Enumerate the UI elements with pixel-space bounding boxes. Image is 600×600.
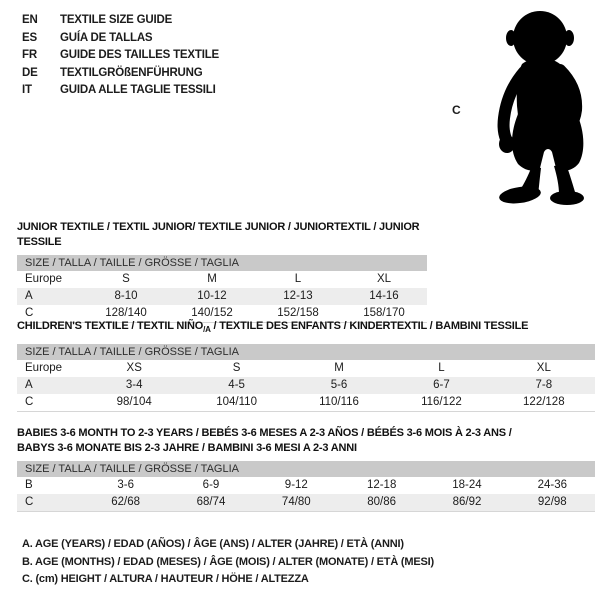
value-cell: 104/110 [216, 395, 257, 408]
table-title [17, 319, 595, 338]
value-cell: 86/92 [452, 496, 482, 508]
table-title-line: CHILDREN'S TEXTILE / TEXTIL $NIÑO_{/A}$ / TEXTILE DES ENFANTS / KINDERTEXTIL / BAMBINI TESSILE [17, 320, 529, 335]
language-code: EN [22, 14, 38, 26]
size-header-bar: SIZE / TALLA / TAILLE / GRÖSSE / TAGLIA [17, 255, 427, 271]
value-cell: 6-9 [202, 479, 220, 491]
value-cell: 12-18 [366, 479, 397, 491]
language-row [22, 47, 219, 65]
value-cell: 140/152 [191, 307, 233, 319]
value-cell: 92/98 [537, 496, 567, 508]
value-cell: 14-16 [369, 290, 399, 302]
size-table-junior [17, 220, 427, 323]
value-cell: 12-13 [283, 290, 313, 302]
size-figure [440, 4, 600, 212]
value-cell: M [334, 361, 344, 374]
value-cell: 80/86 [367, 496, 397, 508]
value-cell: 3-6 [117, 479, 134, 491]
value-cell: 18-24 [452, 479, 482, 491]
size-table-babies [17, 426, 595, 512]
table-title [17, 426, 595, 455]
row-label-cell: A [25, 378, 33, 391]
table-rows [17, 477, 595, 511]
table-row [17, 477, 595, 494]
value-cell: 74/80 [281, 496, 311, 508]
row-label-cell: B [25, 479, 33, 491]
value-cell: L [294, 273, 302, 285]
row-label-cell: Europe [25, 361, 63, 374]
table-row [17, 288, 427, 305]
table-row [17, 360, 595, 377]
size-table-children [17, 319, 595, 412]
language-row [22, 30, 219, 48]
size-header-bar: SIZE / TALLA / TAILLE / GRÖSSE / TAGLIA [17, 461, 595, 477]
baby-silhouette [480, 6, 598, 208]
row-label-cell: C [25, 496, 34, 508]
value-cell: S [122, 273, 130, 285]
language-code: IT [22, 84, 32, 96]
value-cell: M [207, 273, 217, 285]
value-cell: 5-6 [330, 378, 348, 391]
table-rows [17, 271, 427, 322]
table-grid [17, 461, 595, 512]
value-cell: XS [126, 361, 142, 374]
value-cell: 98/104 [116, 395, 152, 408]
value-cell: 158/170 [363, 307, 405, 319]
value-cell: 24-36 [537, 479, 568, 491]
guide-title: GUIDA ALLE TAGLIE TESSILI [60, 84, 216, 96]
guide-title: GUIDE DES TAILLES TEXTILE [60, 49, 219, 61]
table-row [17, 494, 595, 511]
value-cell: XL [376, 273, 392, 285]
legend-notes [22, 536, 434, 589]
value-cell: 6-7 [433, 378, 450, 391]
language-title-list [22, 12, 219, 100]
legend-note: A. AGE (YEARS) / EDAD (AÑOS) / ÂGE (ANS) / ALTER (JAHRE) / ETÀ (ANNI) [22, 538, 404, 550]
language-row [22, 12, 219, 30]
value-cell: 8-10 [114, 290, 138, 302]
legend-note: C. (cm) HEIGHT / ALTURA / HAUTEUR / HÖHE / ALTEZZA [22, 573, 309, 585]
row-label-cell: Europe [25, 273, 63, 285]
value-cell: 110/116 [319, 395, 359, 408]
table-grid [17, 344, 595, 412]
language-row [22, 65, 219, 83]
guide-title: TEXTILE SIZE GUIDE [60, 14, 173, 26]
value-cell: S [232, 361, 241, 374]
language-code: FR [22, 49, 37, 61]
table-title-line: BABYS 3-6 MONATE BIS 2-3 JAHRE / BAMBINI 3-6 MESI A 2-3 ANNI [17, 441, 357, 454]
guide-title: GUÍA DE TALLAS [60, 31, 153, 44]
value-cell: 4-5 [228, 378, 245, 391]
row-label-cell: C [25, 395, 34, 408]
guide-title: TEXTILGRÖßENFÜHRUNG [60, 66, 203, 79]
table-title [17, 220, 427, 249]
value-cell: 3-4 [125, 378, 143, 391]
value-cell: XL [536, 361, 551, 374]
value-cell: 68/74 [196, 496, 226, 508]
value-cell: 128/140 [105, 307, 147, 319]
table-row [17, 377, 595, 394]
table-grid [17, 255, 427, 323]
table-row [17, 394, 595, 411]
measure-label-c: C [452, 103, 461, 117]
row-label-cell: C [25, 307, 34, 319]
table-title-line: JUNIOR TEXTILE / TEXTIL JUNIOR/ TEXTILE JUNIOR / JUNIORTEXTIL / JUNIOR TESSILE [17, 221, 420, 248]
size-header-bar: SIZE / TALLA / TAILLE / GRÖSSE / TAGLIA [17, 344, 595, 360]
value-cell: 9-12 [284, 479, 308, 491]
value-cell: 122/128 [523, 395, 565, 408]
value-cell: L [438, 361, 445, 374]
value-cell: 10-12 [197, 290, 227, 302]
value-cell: 7-8 [535, 378, 553, 391]
table-row [17, 271, 427, 288]
language-code: ES [22, 31, 37, 44]
table-rows [17, 360, 595, 411]
language-row [22, 82, 219, 100]
table-title-line: BABIES 3-6 MONTH TO 2-3 YEARS / BEBÉS 3-6 MESES A 2-3 AÑOS / BÉBÉS 3-6 MOIS À 2-3 ANS / [17, 427, 512, 439]
language-code: DE [22, 66, 38, 79]
value-cell: 116/122 [421, 395, 462, 408]
row-label-cell: A [25, 290, 33, 302]
value-cell: 62/68 [111, 496, 141, 508]
value-cell: 152/158 [277, 307, 319, 319]
legend-note: B. AGE (MONTHS) / EDAD (MESES) / ÂGE (MOIS) / ALTER (MONATE) / ETÀ (MESI) [22, 555, 434, 568]
